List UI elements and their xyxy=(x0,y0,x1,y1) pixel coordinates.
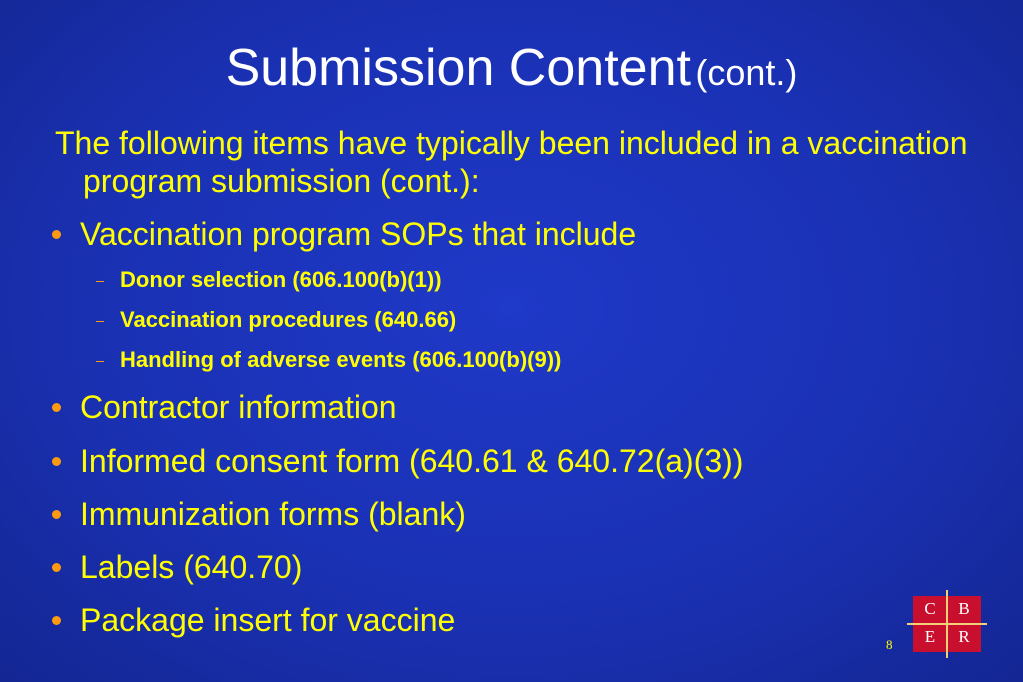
page-number: 8 xyxy=(886,637,893,652)
bullet-text: Package insert for vaccine xyxy=(80,602,456,638)
sub-bullet-text: Handling of adverse events (606.100(b)(9)) xyxy=(120,347,562,372)
logo-letter: R xyxy=(958,627,970,646)
bullet-text: Immunization forms (blank) xyxy=(80,496,466,532)
title-sub: (cont.) xyxy=(695,52,798,93)
sub-bullet-text: Vaccination procedures (640.66) xyxy=(120,307,457,332)
logo-letter: C xyxy=(924,599,936,618)
bullet-text: Labels (640.70) xyxy=(80,549,303,585)
bullet-dot-icon xyxy=(52,510,61,519)
bullet-text: Vaccination program SOPs that include xyxy=(80,216,637,252)
logo-cross-horizontal xyxy=(907,623,987,625)
bullet-text: Contractor information xyxy=(80,389,397,425)
bullet-dot-icon xyxy=(52,457,61,466)
sub-bullet-text: Donor selection (606.100(b)(1)) xyxy=(120,267,442,292)
title-main: Submission Content xyxy=(225,39,691,97)
bullet-dot-icon xyxy=(52,616,61,625)
dash-icon xyxy=(96,281,104,282)
bullet-dot-icon xyxy=(52,230,61,239)
bullet-text: Informed consent form (640.61 & 640.72(a)(3)) xyxy=(80,443,744,479)
logo-letter: B xyxy=(958,599,970,618)
cber-logo xyxy=(913,596,981,652)
slide-title xyxy=(0,39,1023,97)
bullet-dot-icon xyxy=(52,563,61,572)
logo-letter: E xyxy=(924,627,936,646)
dash-icon xyxy=(96,321,104,322)
intro-paragraph: The following items have typically been included in a vaccination program submission (cont.): xyxy=(55,125,968,199)
bullet-dot-icon xyxy=(52,403,61,412)
dash-icon xyxy=(96,361,104,362)
